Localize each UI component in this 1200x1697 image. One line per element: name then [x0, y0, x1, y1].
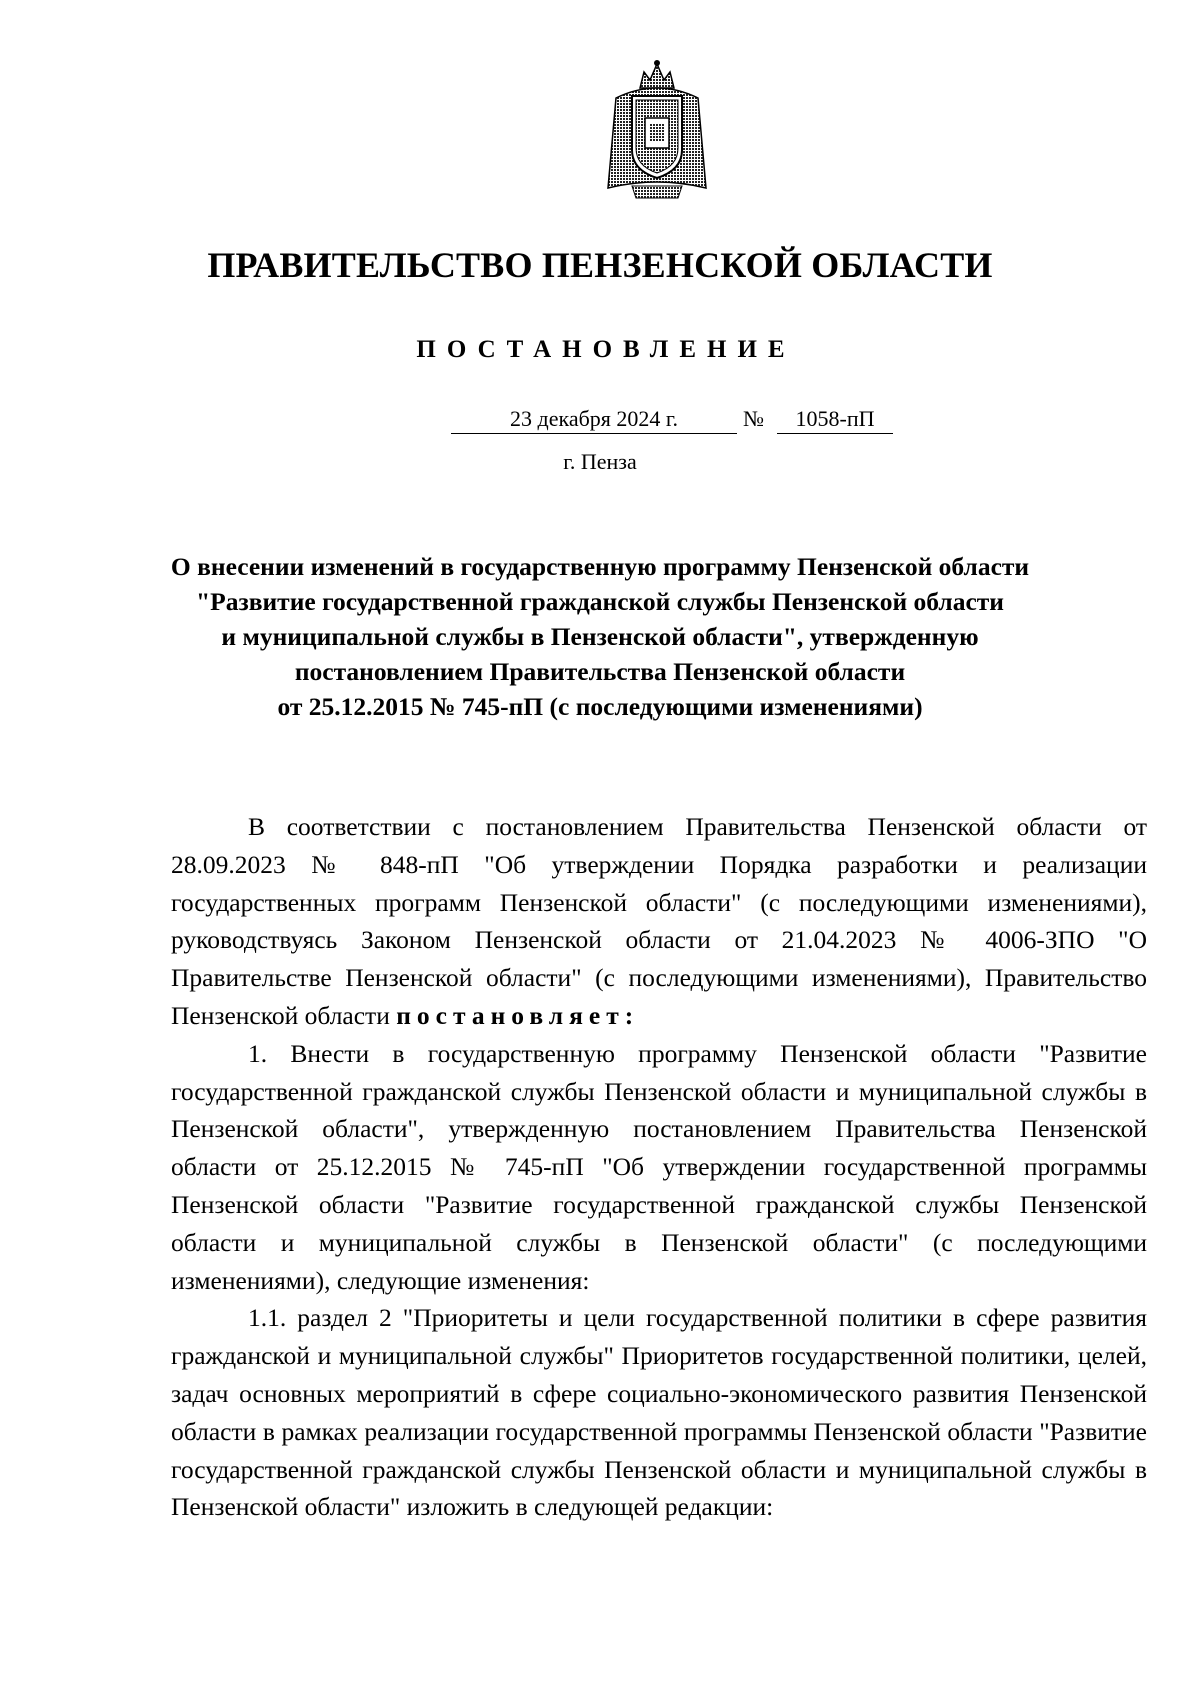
document-number: 1058-пП	[777, 406, 893, 434]
heading-line: постановлением Правительства Пензенской области	[294, 657, 906, 686]
document-heading	[150, 549, 1050, 724]
heading-line: от 25.12.2015 № 745-пП (с последующими изменениями)	[277, 692, 923, 721]
document-city: г. Пенза	[563, 449, 637, 474]
item-1-paragraph: 1. Внести в государственную программу Пензенской области "Развитие государственной гражданской службы Пензенской области и муниципальной службы в Пензенской области", утвержденную постановлением Правительства Пензенской области от 25.12.2015 № 745-пП "Об утверждении государственной программы Пензенской области "Развитие государственной гражданской службы Пензенской области и муниципальной службы в Пензенской области" (с последующими изменениями), следующие изменения:	[171, 1038, 1147, 1295]
document-body	[171, 808, 1147, 1526]
heading-line: и муниципальной службы в Пензенской области", утвержденную	[221, 622, 979, 651]
heading-line: "Развитие государственной гражданской службы Пензенской области	[195, 587, 1004, 616]
document-date: 23 декабря 2024 г.	[451, 406, 737, 434]
item-1-1-paragraph: 1.1. раздел 2 "Приоритеты и цели государственной политики в сфере развития гражданской и муниципальной службы" Приоритетов государственной политики, целей, задач основных мероприятий в сфере социально-экономического развития Пензенской области в рамках реализации государственной программы Пензенской области "Развитие государственной гражданской службы Пензенской области и муниципальной службы в Пензенской области" изложить в следующей редакции:	[171, 1303, 1147, 1522]
preamble-text: В соответствии с постановлением Правительства Пензенской области от 28.09.2023 № 848-пП "Об утверждении Порядка разработки и реализации государственных программ Пензенской области" (с последующими изменениями), руководствуясь Законом Пензенской области от 21.04.2023 № 4006-ЗПО "О Правительстве Пензенской области" (с последующими изменениями), Правительство Пензенской области	[171, 812, 1147, 1030]
resolves-word: постановляет:	[396, 1000, 640, 1030]
organization-title: ПРАВИТЕЛЬСТВО ПЕНЗЕНСКОЙ ОБЛАСТИ	[207, 245, 993, 285]
heading-line: О внесении изменений в государственную программу Пензенской области	[170, 552, 1030, 581]
preamble-paragraph	[171, 808, 1147, 1035]
number-label: №	[743, 406, 764, 431]
pensa-region-coat-of-arms-icon	[602, 58, 712, 200]
document-type: ПОСТАНОВЛЕНИЕ	[416, 336, 796, 363]
